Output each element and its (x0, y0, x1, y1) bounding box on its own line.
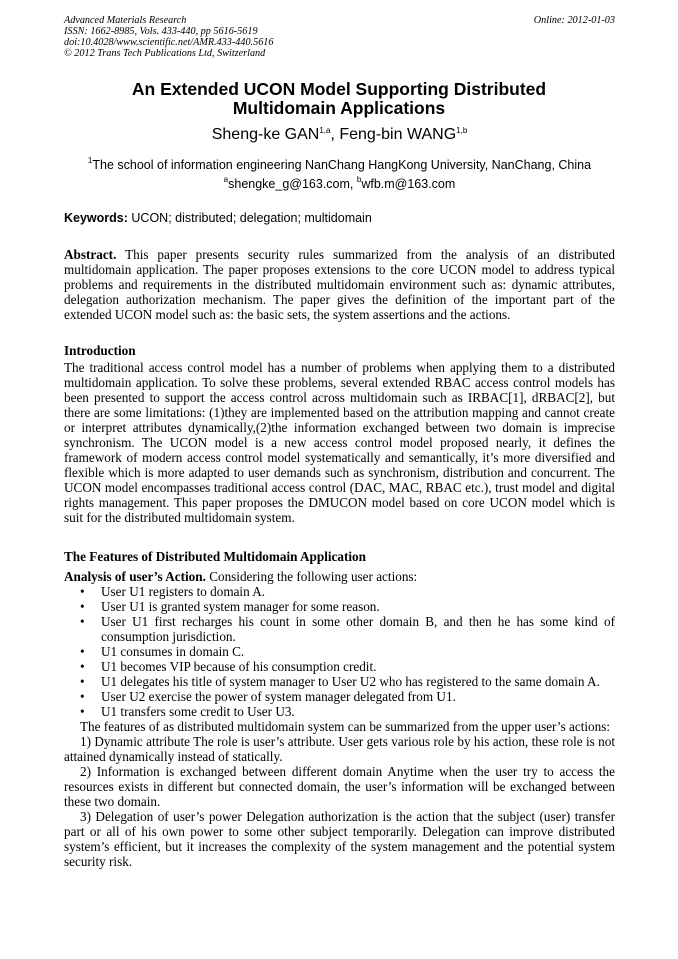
analysis-text: Considering the following user actions: (209, 569, 418, 584)
affiliation (64, 158, 615, 172)
list-item-text: User U1 first recharges his count in some other domain B, and then he has some kind of consumption jurisdiction. (101, 614, 615, 644)
features-summary: The features of as distributed multidomain system can be summarized from the upper user’s actions: (80, 719, 611, 734)
keywords-label: Keywords: (64, 211, 128, 225)
list-item-text: U1 delegates his title of system manager to User U2 who has registered to the same domain A. (101, 674, 600, 689)
journal-name: Advanced Materials Research (64, 15, 187, 26)
author-name: Sheng-ke GAN (211, 126, 320, 143)
author-sup: 1,b (456, 126, 468, 135)
affiliation-sup: 1 (87, 156, 93, 165)
feature-item: 1) Dynamic attribute The role is user’s attribute. User gets various role by his action, these role is not attained dynamically instead of statically. (64, 734, 615, 764)
introduction-text: The traditional access control model has a number of problems when applying them to a distributed multidomain application. To solve these problems, several extended RBAC access control models has been presented to support the access control across multidomain such as IRBAC[1], dRBAC[2], but there are some limitations: (1)they are implemented based on the attribution mapping and cannot create or interpret attributes dynamically,(2)the information exchanged between two domain is imprecise synchronism. The UCON model is a new access control model proposed nearly, it defines the framework of modern access control model systematically and semantically, it’s more diversified and flexible which is more adapted to user demands such as synchronism, distribution and concurrent. The UCON model encompasses traditional access control (DAC, MAC, RBAC etc.), trust model and digital rights management. This paper proposes the DMUCON model based on core UCON model which is suit for the distributed multidomain system. (64, 360, 615, 525)
bullet-icon: • (80, 674, 85, 689)
bullet-icon: • (80, 659, 85, 674)
features-section (64, 569, 615, 869)
list-item (64, 599, 615, 614)
authors: Sheng-ke GAN$^{1,a}$, Feng-bin WANG$^{1,b}$ (211, 126, 468, 143)
list-item-text: U1 becomes VIP because of his consumption credit. (101, 659, 377, 674)
list-item (64, 584, 615, 599)
author-sup: 1,a (319, 126, 331, 135)
bullet-icon: • (80, 644, 85, 659)
keywords (64, 211, 615, 225)
feature-item: 3) Delegation of user’s power Delegation authorization is the action that the subject (user) transfer part or all of his own power to some other subject temporarily. Delegation can improve distributed system’s efficient, but it increases the complexity of the system management and the potential system security risk. (64, 809, 615, 869)
bullet-icon: • (80, 584, 85, 599)
doi: doi:10.4028/www.scientific.net/AMR.433-440.5616 (64, 37, 274, 48)
list-item-text: U1 transfers some credit to User U3. (101, 704, 295, 719)
bullet-icon: • (80, 689, 85, 704)
abstract-label: Abstract. (64, 247, 117, 262)
email[interactable]: shengke_g@163.com (228, 177, 350, 191)
features-heading: The Features of Distributed Multidomain Application (64, 549, 366, 564)
abstract-text: This paper presents security rules summarized from the analysis of an distributed multidomain application. The paper proposes extensions to the core UCON model to address typical problems and requirements in the distributed multidomain environment such as: dynamic attributes, delegation authorization mechanism. The paper gives the definition of the important part of the extended UCON model such as: the basic sets, the system assertions and the actions. (64, 247, 615, 322)
email[interactable]: wfb.m@163.com (361, 177, 456, 191)
keywords-text: UCON; distributed; delegation; multidomain (131, 211, 372, 225)
emails: $^a$shengke_g@163.com, $^b$wfb.m@163.com (223, 175, 456, 191)
list-item (64, 614, 615, 644)
list-item-text: User U1 is granted system manager for some reason. (101, 599, 380, 614)
copyright: © 2012 Trans Tech Publications Ltd, Switzerland (64, 48, 266, 59)
issn: ISSN: 1662-8985, Vols. 433-440, pp 5616-5619 (64, 26, 258, 37)
affiliation-text: The school of information engineering NanChang HangKong University, NanChang, China (92, 158, 592, 172)
list-item (64, 704, 615, 719)
list-item-text: User U1 registers to domain A. (101, 584, 266, 599)
abstract (64, 247, 615, 322)
list-item (64, 644, 615, 659)
email-sup: b (356, 175, 362, 184)
email-sup: a (223, 175, 229, 184)
author-name: Feng-bin WANG (339, 126, 457, 143)
journal-header (64, 15, 615, 59)
list-item (64, 674, 615, 689)
paper-title: An Extended UCON Model Supporting Distributed Multidomain Applications (131, 79, 547, 118)
online-date: Online: 2012-01-03 (533, 15, 615, 26)
analysis-label: Analysis of user’s Action. (64, 569, 206, 584)
bullet-icon: • (80, 704, 85, 719)
user-actions-list (64, 584, 615, 719)
list-item-text: User U2 exercise the power of system manager delegated from U1. (101, 689, 456, 704)
list-item (64, 689, 615, 704)
list-item-text: U1 consumes in domain C. (101, 644, 245, 659)
bullet-icon: • (80, 614, 85, 629)
list-item (64, 659, 615, 674)
bullet-icon: • (80, 599, 85, 614)
feature-item: 2) Information is exchanged between different domain Anytime when the user try to access the resources exists in different but connected domain, the user’s information will be exchanged between these two domain. (64, 764, 615, 809)
analysis-paragraph (64, 569, 615, 584)
introduction-heading: Introduction (64, 343, 136, 358)
